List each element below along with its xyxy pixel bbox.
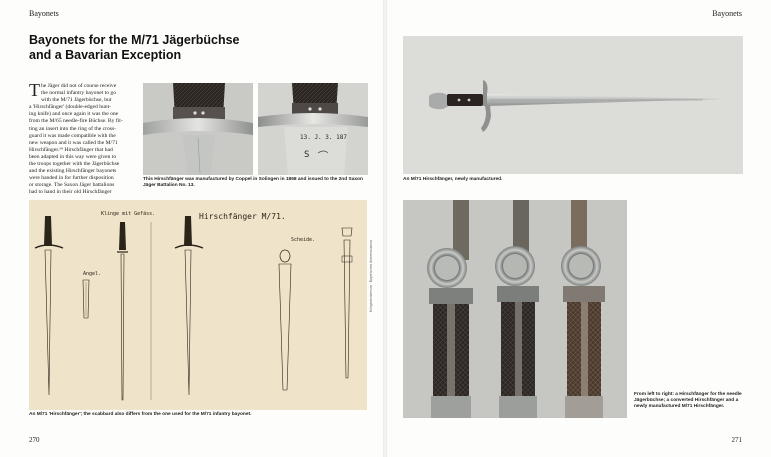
body-line: the troops together with the Jägerbüchse [29,161,120,168]
body-line: been adapted in this way were given to [29,153,117,160]
drop-cap: T [29,80,40,100]
detail-photo-caption [143,177,368,189]
detail-photo-stamps [258,83,368,175]
running-head-right: Bayonets [712,9,742,18]
title-line-2: and a Bavarian Exception [29,48,182,62]
detail-photo-hilt [143,83,253,175]
label-scabbard: Scheide. [291,237,316,243]
title-line-1: Bayonets for the M/71 Jägerbüchse [29,33,240,47]
book-gutter [383,0,387,457]
plate-title: Hirschfänger M/71. [199,212,286,221]
body-line: or storage. The Saxon Jäger battalions [29,182,115,189]
body-line: and the existing Hirschfänger bayonets [29,168,117,175]
bayonet-caption-text: An M/71 Hirschfänger, newly manufactured. [403,177,503,182]
three-hilts-photo [403,200,627,418]
running-head-left: Bayonets [29,9,59,18]
drawing-side-note: Kriegsministerium · Bayerisches Armeemuseum [369,240,373,313]
body-line: the normal infantry bayonet to go [41,90,117,97]
body-line: a 'Hirschfänger' (double-edged hunt- [29,104,112,111]
body-line: ting an insert into the ring of the cross- [29,125,116,132]
technical-drawing-plate [29,200,367,410]
detail-caption-text: This Hirschfänger was manufactured by Coppel in Solingen in 1868 and issued to the 2nd Saxon Jäger Battalion No. 13. [143,177,363,189]
drawing-caption-text: An M/71 'Hirschfänger'; the scabbard also differs from the one used for the M/71 infantry bayonet. [29,412,252,417]
label-blade: Klinge mit Gefäss. [101,211,156,217]
label-angle: Angel. [83,271,102,277]
bayonet-photo [403,36,743,174]
page-number-right: 271 [731,436,742,444]
bayonet-photo-caption [403,177,603,183]
page-number-left: 270 [29,436,40,444]
article-title [29,33,279,63]
three-hilts-caption-text: From left to right: a Hirschfänger for the needle Jägerbüchse; a converted Hirschfänger and a newly manufactured M/71 Hirschfänger. [634,392,742,410]
body-line: from the M/65 needle-fire Büchse. By fit- [29,118,123,125]
drawing-caption [29,412,367,418]
body-line: Hirschfänger.¹⁹ Hirschfänger that had [29,146,113,153]
body-line: ing knife) and once again it was the one [29,111,119,118]
body-line: had to hand in their old Hirschfänger [29,189,112,196]
body-text [29,80,138,197]
body-line: with the M/71 Jägerbüchse, but [41,97,112,104]
body-line: were handed in for further disposition [29,175,114,182]
stamp-text-bottom: S [304,150,310,160]
body-line: he Jäger did not of course receive [41,83,117,89]
body-line: new weapon and it was called the M/71 [29,139,118,146]
three-hilts-caption [634,392,744,411]
body-line: guard it was made compatible with the [29,132,116,139]
stamp-text-top: 13. J. 3. 187 [300,134,347,141]
